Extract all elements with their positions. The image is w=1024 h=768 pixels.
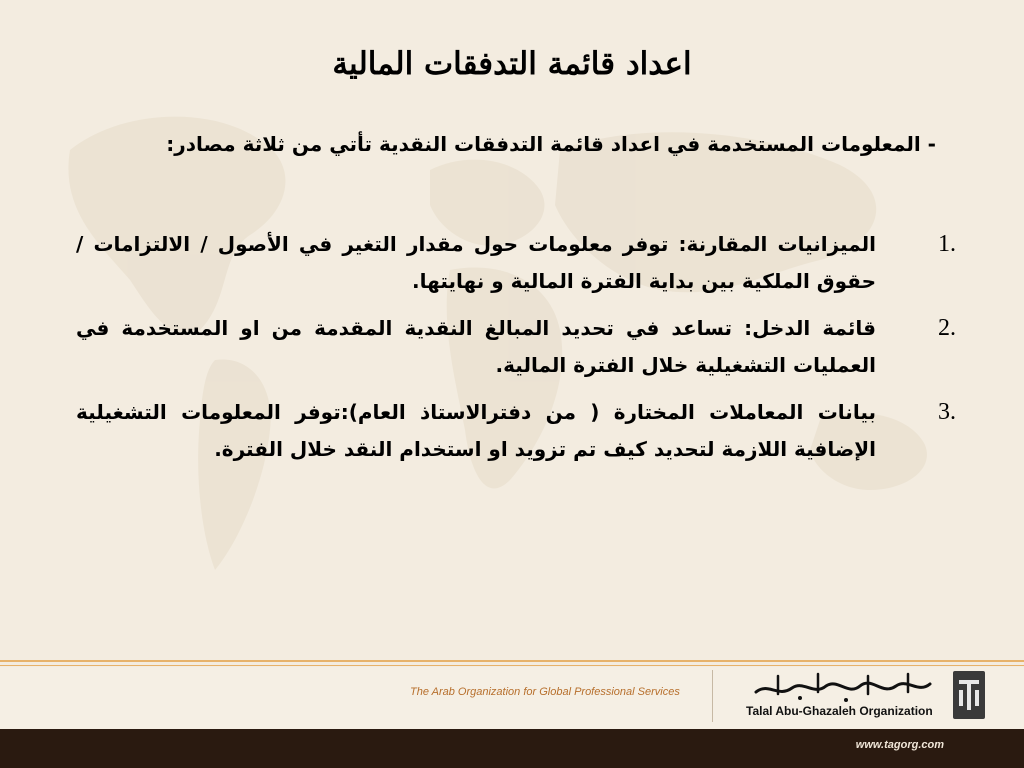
footer-rule	[0, 660, 1024, 662]
list-item	[76, 310, 956, 384]
list-item-text: قائمة الدخل: تساعد في تحديد المبالغ النقدية المقدمة من او المستخدمة في العمليات التشغيلية خلال الفترة المالية.	[76, 316, 876, 377]
footer-rule-thin	[0, 665, 1024, 666]
website-link[interactable]: www.tagorg.com	[855, 739, 944, 751]
list-item-number: 3.	[938, 399, 956, 425]
list-item-text: الميزانيات المقارنة: توفر معلومات حول مقدار التغير في الأصول / الالتزامات / حقوق الملكية بين بداية الفترة المالية و نهايتها.	[76, 232, 876, 293]
intro-text: - المعلومات المستخدمة في اعداد قائمة التدفقات النقدية تأتي من ثلاثة مصادر:	[166, 132, 936, 156]
list-item	[76, 394, 956, 468]
list-item-number: 2.	[938, 315, 956, 341]
footer-tagline: The Arab Organization for Global Professional Services	[410, 686, 680, 698]
tag-logo-icon	[952, 670, 986, 720]
list-item-number: 1.	[938, 231, 956, 257]
footer-divider	[712, 670, 713, 722]
org-name-arabic-logotype	[748, 670, 938, 704]
sources-list	[76, 226, 956, 478]
list-item	[76, 226, 956, 300]
list-item-text: بيانات المعاملات المختارة ( من دفترالاستاذ العام):توفر المعلومات التشغيلية الإضافية اللازمة لتحديد كيف تم تزويد او استخدام النقد خلال الفترة.	[76, 400, 876, 461]
org-name-english: Talal Abu-Ghazaleh Organization	[746, 704, 933, 718]
slide-title: اعداد قائمة التدفقات المالية	[332, 46, 692, 82]
